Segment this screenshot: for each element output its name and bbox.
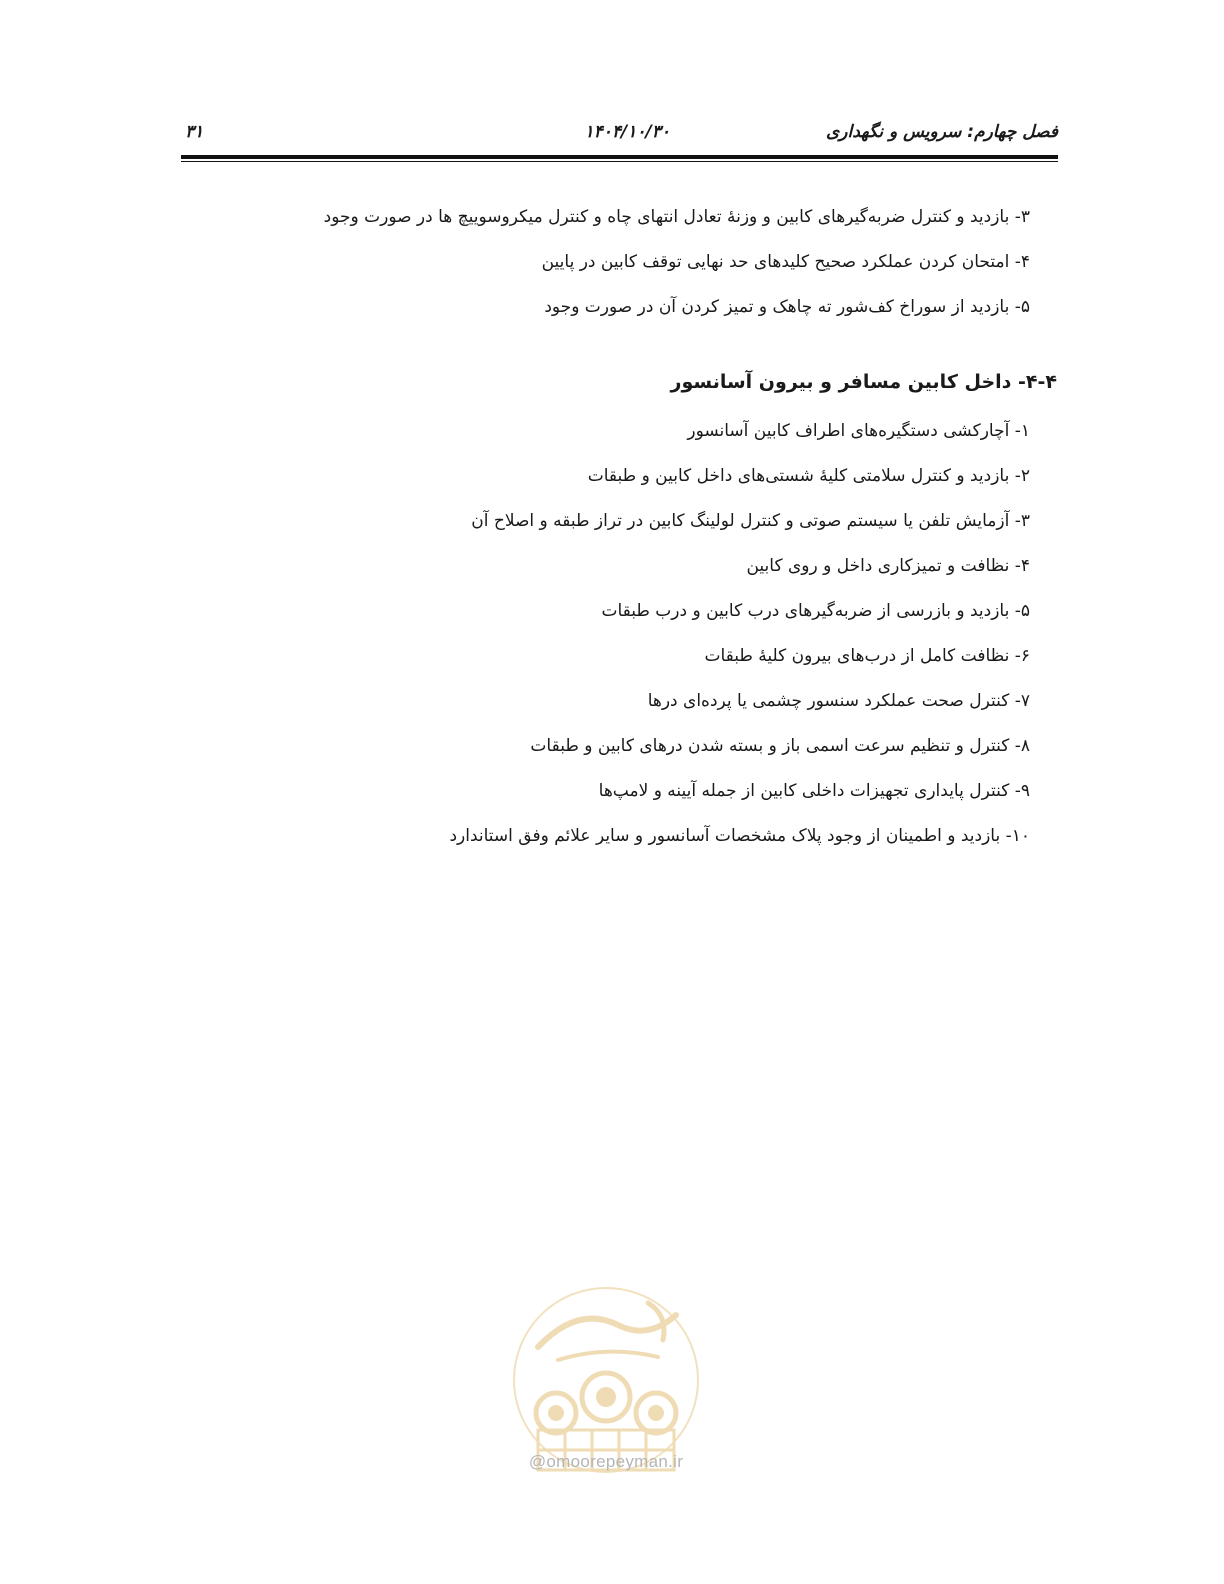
list-item: ۲- بازدید و کنترل سلامتی کلیهٔ شستی‌های داخل کابین و طبقات [587,466,1030,486]
list-item: ۵- بازدید و بازرسی از ضربه‌گیرهای درب کابین و درب طبقات [601,601,1030,621]
header-date: ۱۴۰۴/۱۰/۳۰ [584,122,670,142]
header-rule-thin [181,161,1058,162]
chapter-title: فصل چهارم: سرویس و نگهداری [825,122,1058,142]
page-header [181,118,1058,152]
page-body [200,198,1057,862]
list-item: ۶- نظافت کامل از درب‌های بیرون کلیهٔ طبقات [704,646,1030,666]
list-item: ۷- کنترل صحت عملکرد سنسور چشمی یا پرده‌ای درها [647,691,1030,711]
list-item: ۹- کنترل پایداری تجهیزات داخلی کابین از جمله آیینه و لامپ‌ها [598,781,1030,801]
list-item: ۳- بازدید و کنترل ضربه‌گیرهای کابین و وزنهٔ تعادل انتهای چاه و کنترل میکروسوییچ ها در صورت وجود [323,207,1030,227]
list-item: ۴- نظافت و تمیزکاری داخل و روی کابین [746,556,1030,576]
list-item: ۱۰- بازدید و اطمینان از وجود پلاک مشخصات آسانسور و سایر علائم وفق استاندارد [449,826,1030,846]
list-item: ۱- آچارکشی دستگیره‌های اطراف کابین آسانسور [687,421,1030,441]
list-item: ۳- آزمایش تلفن یا سیستم صوتی و کنترل لولینگ کابین در تراز طبقه و اصلاح آن [471,511,1030,531]
watermark-label: @omoorepeyman.ir [528,1452,684,1471]
list-item: ۵- بازدید از سوراخ کف‌شور ته چاهک و تمیز کردن آن در صورت وجود [544,297,1030,317]
list-item: ۴- امتحان کردن عملکرد صحیح کلیدهای حد نهایی توقف کابین در پایین [541,252,1030,272]
page-number: ۳۱ [185,122,204,142]
list-item: ۸- کنترل و تنظیم سرعت اسمی باز و بسته شدن درهای کابین و طبقات [530,736,1030,756]
watermark-logo-icon [498,1285,714,1475]
header-rule-thick [181,155,1058,159]
section-heading: ۴-۴- داخل کابین مسافر و بیرون آسانسور [670,371,1057,393]
